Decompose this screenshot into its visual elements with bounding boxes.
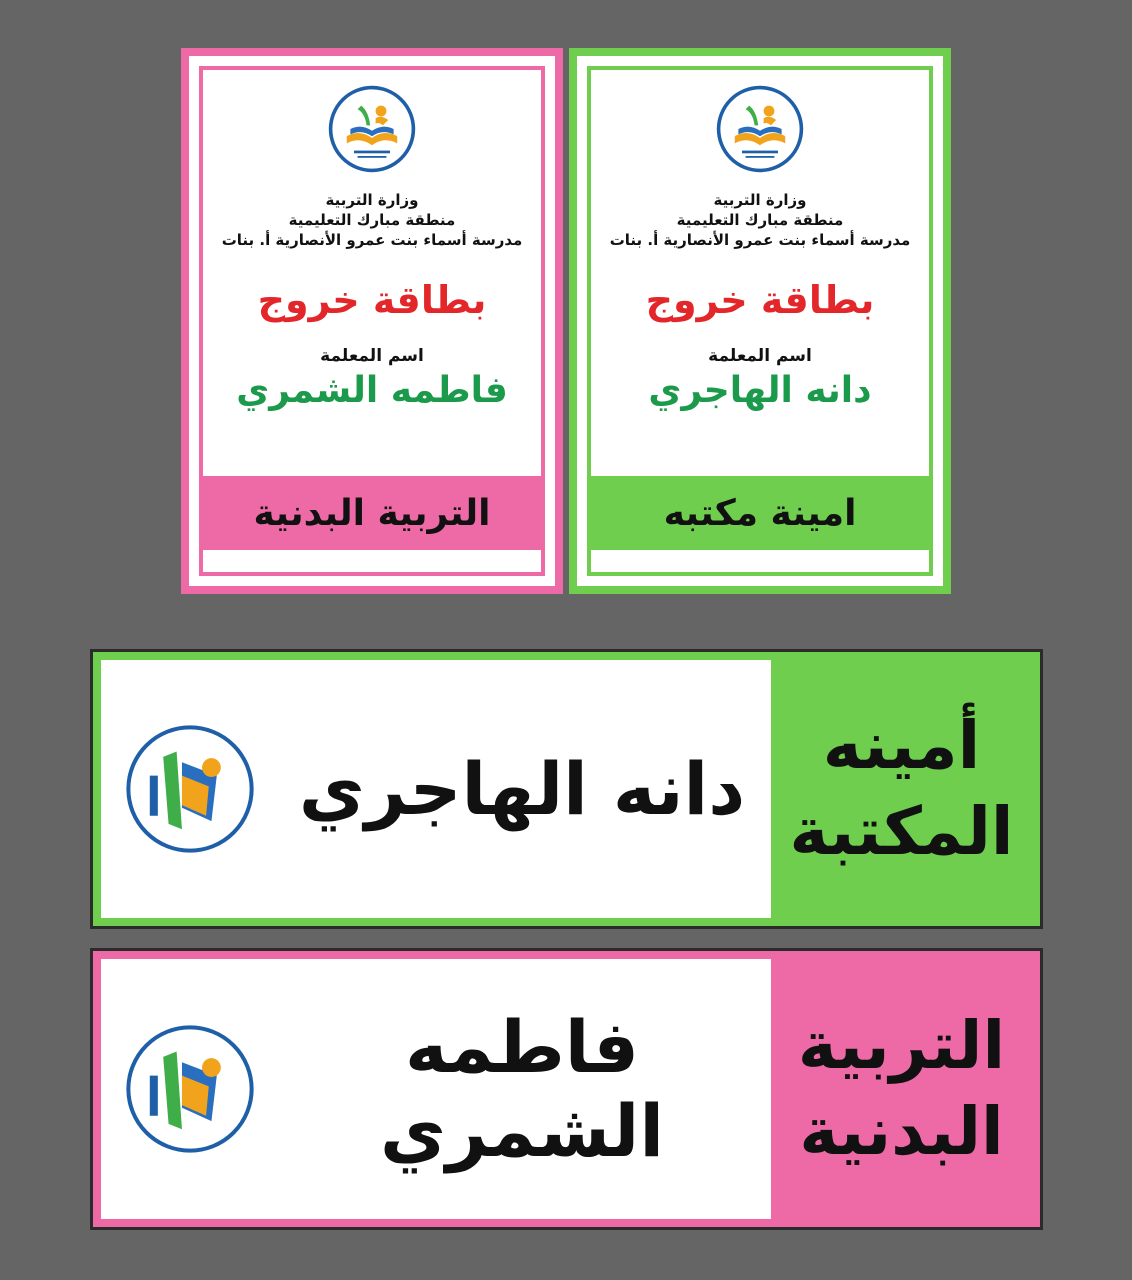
door-sign-physical-education [90, 948, 1043, 1230]
sign-role-line1: التربية [797, 1007, 1006, 1084]
sign-role-line2: البدنية [799, 1093, 1004, 1170]
school-line: مدرسة أسماء بنت عمرو الأنصارية أ. بنات [609, 231, 911, 249]
district-line: منطقة مبارك التعليمية [676, 211, 844, 229]
sign-role-line2: المكتبة [789, 793, 1014, 870]
school-logo-icon [123, 1022, 257, 1156]
sign-role-line1: أمينه [822, 707, 981, 784]
sign-name: دانه الهاجري [298, 747, 746, 831]
sign-role [771, 660, 1032, 918]
sign-name-panel [101, 959, 771, 1219]
exit-card-physical-education [181, 48, 563, 594]
school-line: مدرسة أسماء بنت عمرو الأنصارية أ. بنات [221, 231, 523, 249]
sign-name: فاطمه الشمري [379, 1005, 665, 1173]
school-logo-icon [327, 84, 417, 174]
header-text [610, 190, 911, 250]
role-band: التربية البدنية [203, 476, 541, 550]
ministry-line: وزارة التربية [325, 191, 419, 209]
school-logo-icon [123, 722, 257, 856]
ministry-line: وزارة التربية [713, 191, 807, 209]
exit-card-title: بطاقة خروج [257, 278, 487, 322]
role-band: امينة مكتبه [591, 476, 929, 550]
header-text [222, 190, 523, 250]
exit-card-library [569, 48, 951, 594]
teacher-label: اسم المعلمة [708, 346, 812, 366]
sign-name-panel [101, 660, 771, 918]
teacher-name: فاطمه الشمري [236, 370, 508, 411]
school-logo-icon [715, 84, 805, 174]
door-sign-library [90, 649, 1043, 929]
teacher-label: اسم المعلمة [320, 346, 424, 366]
teacher-name: دانه الهاجري [648, 370, 872, 411]
district-line: منطقة مبارك التعليمية [288, 211, 456, 229]
exit-card-title: بطاقة خروج [645, 278, 875, 322]
sign-role [771, 959, 1032, 1219]
